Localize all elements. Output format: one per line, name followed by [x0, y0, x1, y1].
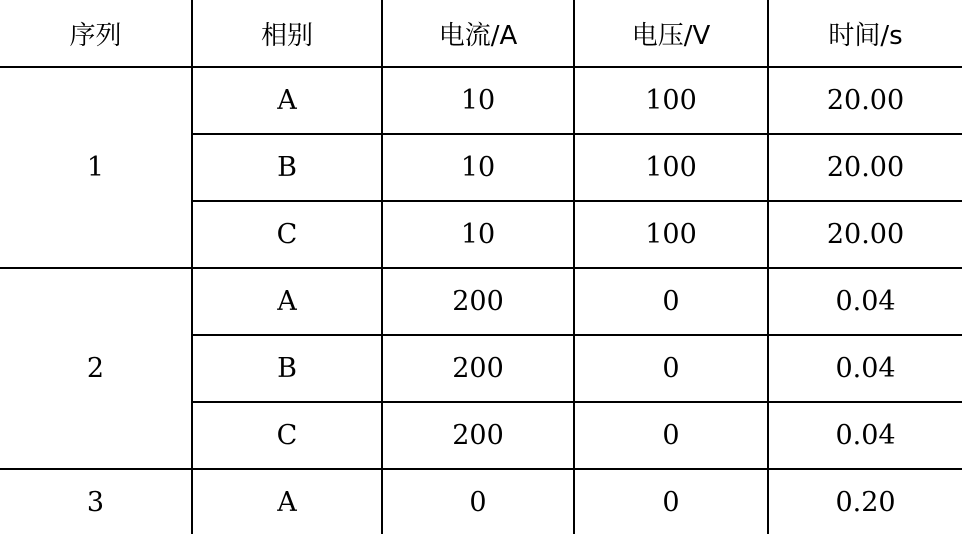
time-cell: 0.20 — [768, 469, 962, 534]
time-cell: 0.04 — [768, 335, 962, 402]
phase-cell: B — [192, 335, 382, 402]
voltage-cell: 100 — [574, 134, 768, 201]
phase-cell: A — [192, 469, 382, 534]
time-cell: 20.00 — [768, 201, 962, 268]
header-phase: 相别 — [192, 0, 382, 67]
header-row — [0, 0, 962, 67]
table-row — [0, 67, 962, 134]
table-row — [0, 268, 962, 335]
sequence-cell: 3 — [0, 469, 192, 534]
voltage-cell: 0 — [574, 268, 768, 335]
time-cell: 0.04 — [768, 268, 962, 335]
voltage-cell: 100 — [574, 67, 768, 134]
current-cell: 200 — [382, 335, 574, 402]
sequence-cell: 2 — [0, 268, 192, 469]
voltage-cell: 100 — [574, 201, 768, 268]
voltage-cell: 0 — [574, 469, 768, 534]
current-cell: 10 — [382, 67, 574, 134]
current-cell: 10 — [382, 134, 574, 201]
phase-cell: C — [192, 201, 382, 268]
header-time: 时间/s — [768, 0, 962, 67]
table-body — [0, 67, 962, 534]
phase-cell: B — [192, 134, 382, 201]
current-cell: 200 — [382, 402, 574, 469]
current-cell: 0 — [382, 469, 574, 534]
header-current: 电流/A — [382, 0, 574, 67]
current-cell: 200 — [382, 268, 574, 335]
header-sequence: 序列 — [0, 0, 192, 67]
sequence-cell: 1 — [0, 67, 192, 268]
voltage-cell: 0 — [574, 402, 768, 469]
table-header — [0, 0, 962, 67]
phase-cell: A — [192, 67, 382, 134]
time-cell: 20.00 — [768, 67, 962, 134]
header-voltage: 电压/V — [574, 0, 768, 67]
voltage-cell: 0 — [574, 335, 768, 402]
table-row — [0, 469, 962, 534]
phase-cell: C — [192, 402, 382, 469]
time-cell: 20.00 — [768, 134, 962, 201]
current-cell: 10 — [382, 201, 574, 268]
time-cell: 0.04 — [768, 402, 962, 469]
phase-cell: A — [192, 268, 382, 335]
